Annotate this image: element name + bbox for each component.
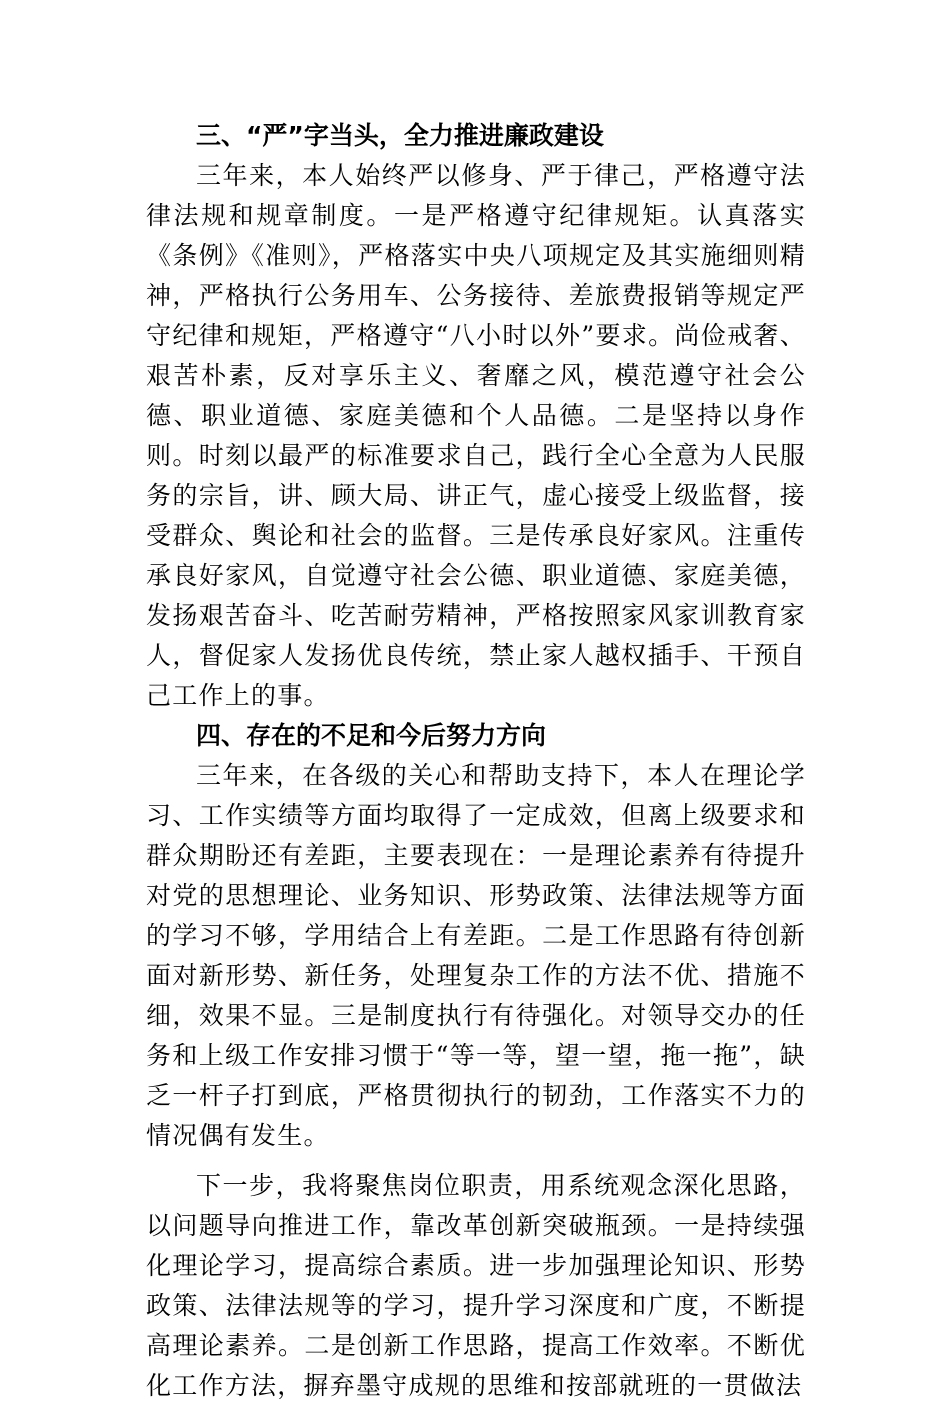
section-4-paragraph-1: 三年来，在各级的关心和帮助支持下，本人在理论学习、工作实绩等方面均取得了一定成效，但离上级要求和群众期盼还有差距，主要表现在：一是理论素养有待提升对党的思想理论、业务知识、形势政策、法律法规等方面的学习不够，学用结合上有差距。二是工作思路有待创新面对新形势、新任务，处理复杂工作的方法不优、措施不细，效果不显。三是制度执行有待强化。对领导交办的任务和上级工作安排习惯于“等一等，望一望，拖一拖”，缺乏一杆子打到底，严格贯彻执行的韧劲，工作落实不力的情况偶有发生。 — [146, 761, 806, 1150]
section-3-paragraph: 三年来，本人始终严以修身、严于律己，严格遵守法律法规和规章制度。一是严格遵守纪律规矩。认真落实《条例》《准则》，严格落实中央八项规定及其实施细则精神，严格执行公务用车、公务接待、差旅费报销等规定严守纪律和规矩，严格遵守“八小时以外”要求。尚俭戒奢、艰苦朴素，反对享乐主义、奢靡之风，模范遵守社会公德、职业道德、家庭美德和个人品德。二是坚持以身作则。时刻以最严的标准要求自己，践行全心全意为人民服务的宗旨，讲、顾大局、讲正气，虚心接受上级监督，接受群众、舆论和社会的监督。三是传承良好家风。注重传承良好家风，自觉遵守社会公德、职业道德、家庭美德，发扬艰苦奋斗、吃苦耐劳精神，严格按照家风家训教育家人，督促家人发扬优良传统，禁止家人越权插手、干预自己工作上的事。 — [146, 161, 806, 710]
document-page — [146, 116, 806, 1406]
section-4-heading: 四、存在的不足和今后努力方向 — [196, 721, 547, 750]
section-3-heading: 三、“严”字当头，全力推进廉政建设 — [196, 121, 604, 150]
section-4-paragraph-2: 下一步，我将聚焦岗位职责，用系统观念深化思路，以问题导向推进工作，靠改革创新突破瓶颈。一是持续强化理论学习，提高综合素质。进一步加强理论知识、形势政策、法律法规等的学习，提升学习深度和广度，不断提高理论素养。二是创新工作思路，提高工作效率。不断优化工作方法，摒弃墨守成规的思维和按部就班的一贯做法 — [146, 1171, 806, 1400]
